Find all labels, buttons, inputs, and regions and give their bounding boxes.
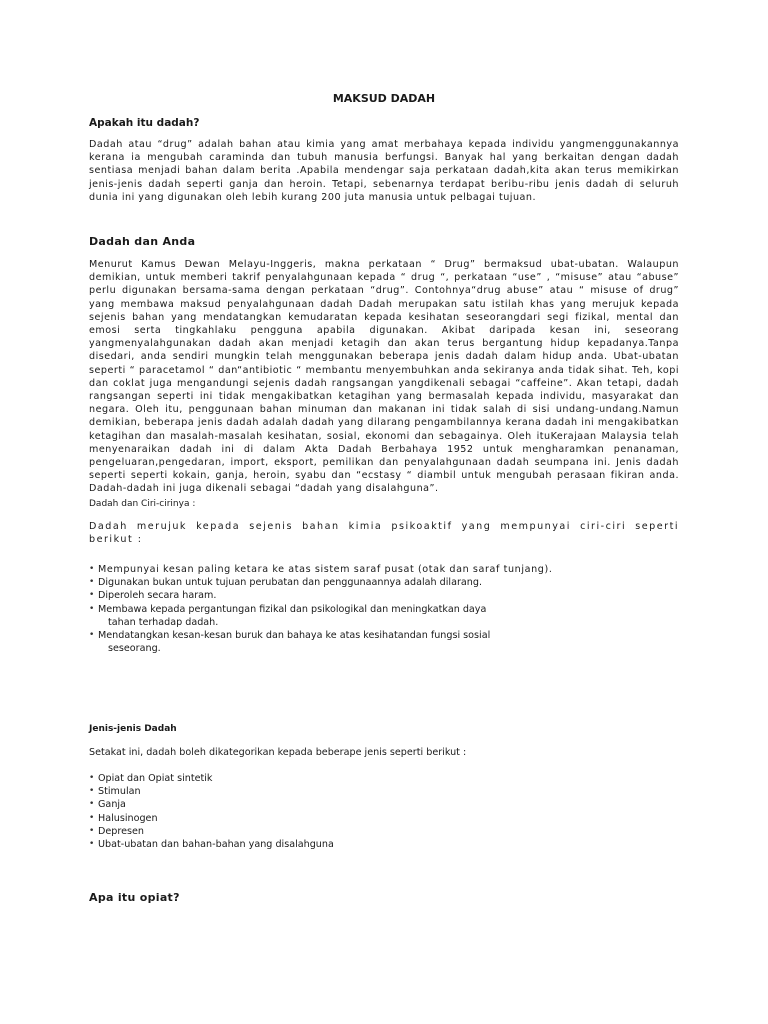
- list-item: [89, 603, 679, 629]
- list-ciri-ciri: [89, 563, 679, 655]
- list-item-text: Mendatangkan kesan-kesan buruk dan bahaya ke atas kesihatandan fungsi sosial: [98, 630, 491, 642]
- list-item-continuation: tahan terhadap dadah.: [108, 616, 219, 628]
- list-jenis-dadah: [89, 772, 679, 851]
- list-item-text: Membawa kepada pergantungan fizikal dan psikologikal dan meningkatkan daya: [98, 603, 487, 615]
- paragraph-dadah-dan-anda: Menurut Kamus Dewan Melayu-Inggeris, makna perkataan “ Drug” bermaksud ubat-ubatan. Walaupun demikian, untuk memberi takrif penyalahgunaan kepada “ drug “, perkataan “use” , “misuse” atau “abuse” perlu digunakan bersama-sama dengan perkataan “drug”. Contohnya“drug abuse” atau “ misuse of drug” yang membawa maksud penyalahgunaan dadah Dadah merupakan satu istilah khas yang merujuk kepada sejenis bahan yang mendatangkan kemudaratan kepada kesihatan seseorangdari segi fizikal, mental dan emosi serta tingkahlaku pengguna apabila digunakan. Akibat daripada kesan ini, seseorang yangmenyalahgunakan dadah akan menjadi ketagih dan akan terus bergantung hidup kepadanya.Tanpa disedari, anda sendiri mungkin telah menggunakan beberapa jenis dadah dalam hidup anda. Ubat-ubatan seperti “ paracetamol “ dan“antibiotic “ membantu menyembuhkan anda sekiranya anda tidak sihat. Teh, kopi dan coklat juga mengandungi sejenis dadah rangsangan yangdikenali sebagai “caffeine”. Akan tetapi, dadah rangsangan seperti ini tidak mengakibatkan ketagihan yang bermasalah kepada individu, masyarakat dan negara. Oleh itu, penggunaan bahan minuman dan makanan ini tidak salah di sisi undang-undang.Namun demikian, beberapa jenis dadah adalah dadah yang dilarang pengambilannya kerana dadah ini mengakibatkan ketagihan dan masalah-masalah kesihatan, sosial, ekonomi dan sebagainya. Oleh ituKerajaan Malaysia telah menyenaraikan dadah ini di dalam Akta Dadah Berbahaya 1952 untuk mengharamkan penanaman, pengeluaran,pengedaran, import, eksport, pemilikan dan penyalahgunaan dadah seumpana ini. Jenis dadah seperti seperti kokain, ganja, heroin, syabu dan “ecstasy “ diambil untuk mengubah perasaan fikiran anda. Dadah-dadah ini juga dikenali sebagai “dadah yang disalahguna”.: [89, 259, 679, 495]
- list-item: [89, 589, 679, 602]
- list-item-text: Ubat-ubatan dan bahan-bahan yang disalahguna: [98, 839, 334, 851]
- paragraph-apakah-itu-dadah: Dadah atau “drug” adalah bahan atau kimia yang amat merbahaya kepada individu yangmenggunakannya kerana ia mengubah caraminda dan tubuh manusia berfungsi. Banyak hal yang berkaitan dengan dadah sentiasa menjadi bahan dalam berita .Apabila mendengar saja perkataan dadah,kita akan terus memikirkan jenis-jenis dadah seperti ganja dan heroin. Tetapi, sebenarnya terdapat beribu-ribu jenis dadah di seluruh dunia ini yang digunakan oleh lebih kurang 200 juta manusia untuk pelbagai tujuan.: [89, 139, 679, 203]
- list-item: [89, 798, 679, 811]
- list-item-text: Ganja: [98, 799, 126, 811]
- list-item-continuation: seseorang.: [108, 643, 161, 655]
- list-item-text: Halusinogen: [98, 812, 158, 824]
- heading-dadah-dan-anda: Dadah dan Anda: [89, 235, 196, 248]
- heading-ciri-ciri: Dadah dan Ciri-cirinya :: [89, 499, 196, 509]
- list-item: [89, 825, 679, 838]
- page-title: MAKSUD DADAH: [332, 92, 436, 105]
- list-item: [89, 812, 679, 825]
- list-item: [89, 785, 679, 798]
- list-item: [89, 629, 679, 655]
- heading-apakah-itu-dadah: Apakah itu dadah?: [89, 117, 200, 129]
- list-item-text: Digunakan bukan untuk tujuan perubatan dan penggunaannya adalah dilarang.: [98, 577, 483, 589]
- heading-jenis-jenis-dadah: Jenis-jenis Dadah: [89, 724, 177, 734]
- paragraph-jenis-jenis-dadah: Setakat ini, dadah boleh dikategorikan kepada beberape jenis seperti berikut :: [89, 747, 467, 758]
- list-item: [89, 563, 679, 576]
- list-item-text: Mempunyai kesan paling ketara ke atas sistem saraf pusat (otak dan saraf tunjang).: [98, 564, 553, 575]
- list-item: [89, 576, 679, 589]
- heading-apa-itu-opiat: Apa itu opiat?: [89, 891, 180, 904]
- list-item-text: Depresen: [98, 825, 144, 837]
- list-item-text: Stimulan: [98, 786, 141, 798]
- list-item-text: Opiat dan Opiat sintetik: [98, 773, 213, 784]
- list-item: [89, 772, 679, 785]
- paragraph-ciri-ciri: Dadah merujuk kepada sejenis bahan kimia psikoaktif yang mempunyai ciri-ciri seperti berikut :: [89, 521, 679, 546]
- list-item: [89, 838, 679, 851]
- list-item-text: Diperoleh secara haram.: [98, 590, 217, 602]
